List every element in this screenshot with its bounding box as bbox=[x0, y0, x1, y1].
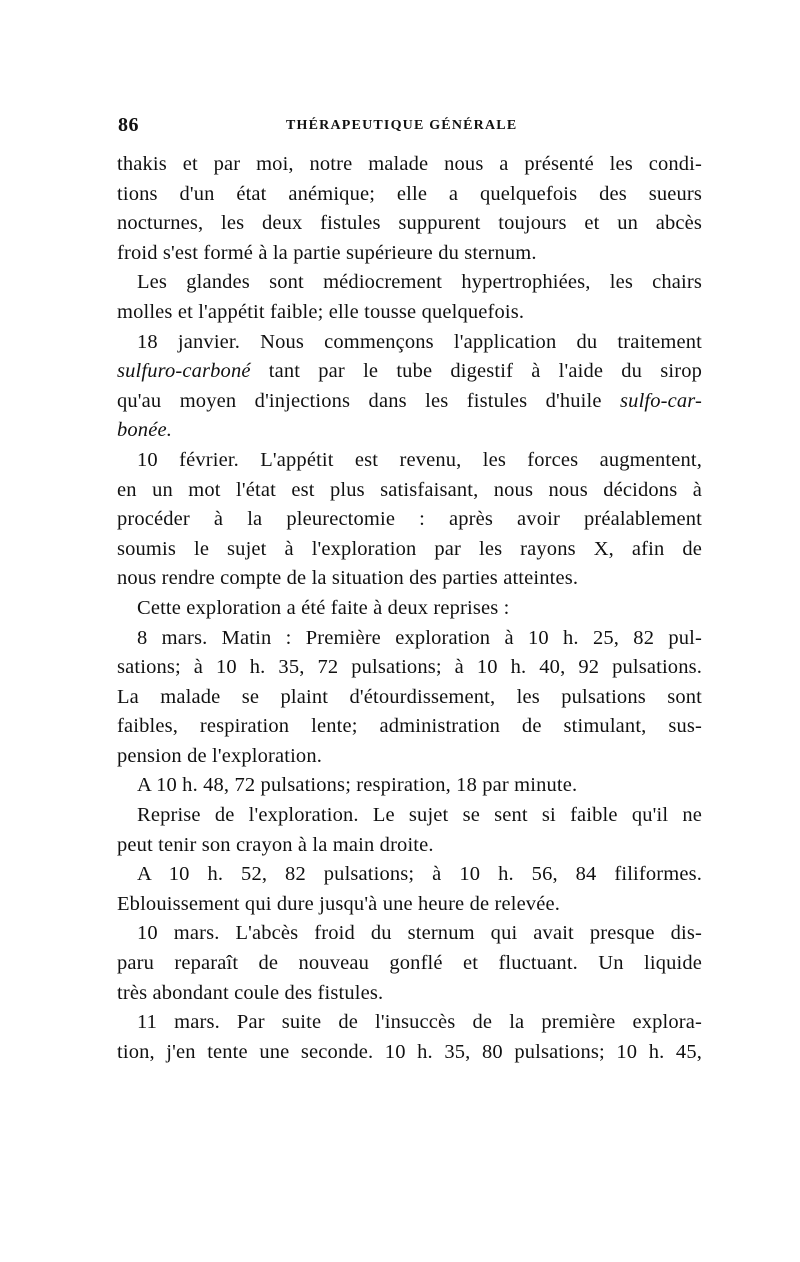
text-line: 18 janvier. Nous commençons l'application du traitement bbox=[137, 330, 702, 353]
text-line: 11 mars. Par suite de l'insuccès de la première explora- bbox=[137, 1011, 702, 1034]
text-line bbox=[117, 357, 702, 387]
text-line: molles et l'appétit faible; elle tousse quelquefois. bbox=[117, 300, 525, 323]
text-line: procéder à la pleurectomie : après avoir préalablement bbox=[117, 508, 702, 531]
page-header bbox=[116, 114, 696, 138]
text-line: tion, j'en tente une seconde. 10 h. 35, 80 pulsations; 10 h. 45, bbox=[117, 1040, 702, 1063]
text-line: 10 février. L'appétit est revenu, les forces augmentent, bbox=[137, 448, 702, 471]
text-line bbox=[117, 387, 702, 417]
text-line: Les glandes sont médiocrement hypertrophiées, les chairs bbox=[137, 271, 702, 294]
text-line: Cette exploration a été faite à deux reprises : bbox=[137, 596, 510, 619]
text-line: 8 mars. Matin : Première exploration à 10 h. 25, 82 pul- bbox=[137, 626, 702, 649]
text-line: en un mot l'état est plus satisfaisant, nous nous décidons à bbox=[117, 478, 702, 501]
text-line: nous rendre compte de la situation des parties atteintes. bbox=[117, 567, 579, 590]
text-segment: tant par le tube digestif à l'aide du sirop bbox=[250, 360, 702, 383]
page-number: 86 bbox=[118, 114, 139, 136]
text-line: pension de l'exploration. bbox=[117, 744, 322, 767]
text-line: peut tenir son crayon à la main droite. bbox=[117, 833, 434, 856]
text-line bbox=[117, 416, 702, 446]
text-line: Reprise de l'exploration. Le sujet se sent si faible qu'il ne bbox=[137, 804, 702, 827]
italic-term: bonée. bbox=[117, 419, 172, 442]
text-line: La malade se plaint d'étourdissement, les pulsations sont bbox=[117, 685, 702, 708]
italic-term: sulfo-car- bbox=[620, 389, 702, 412]
text-line: thakis et par moi, notre malade nous a présenté les condi- bbox=[117, 153, 702, 175]
italic-term: sulfuro-carboné bbox=[117, 360, 251, 383]
text-line: très abondant coule des fistules. bbox=[117, 981, 384, 1004]
text-line: A 10 h. 48, 72 pulsations; respiration, 18 par minute. bbox=[137, 774, 578, 797]
text-line: Eblouissement qui dure jusqu'à une heure de relevée. bbox=[117, 892, 560, 915]
text-line: soumis le sujet à l'exploration par les rayons X, afin de bbox=[117, 537, 702, 560]
text-line: sations; à 10 h. 35, 72 pulsations; à 10 h. 40, 92 pulsations. bbox=[117, 656, 702, 679]
text-line: nocturnes, les deux fistules suppurent toujours et un abcès bbox=[117, 212, 702, 235]
text-line: froid s'est formé à la partie supérieure du sternum. bbox=[117, 241, 537, 264]
text-line: A 10 h. 52, 82 pulsations; à 10 h. 56, 84 filiformes. bbox=[137, 863, 702, 886]
text-line: tions d'un état anémique; elle a quelquefois des sueurs bbox=[117, 182, 702, 205]
body-text bbox=[117, 150, 702, 1067]
text-line: faibles, respiration lente; administration de stimulant, sus- bbox=[117, 715, 702, 738]
running-head: THÉRAPEUTIQUE GÉNÉRALE bbox=[286, 118, 518, 133]
text-line: paru reparaît de nouveau gonflé et fluctuant. Un liquide bbox=[117, 952, 702, 975]
text-line: 10 mars. L'abcès froid du sternum qui avait presque dis- bbox=[137, 922, 702, 945]
text-segment: qu'au moyen d'injections dans les fistules d'huile bbox=[117, 389, 621, 412]
